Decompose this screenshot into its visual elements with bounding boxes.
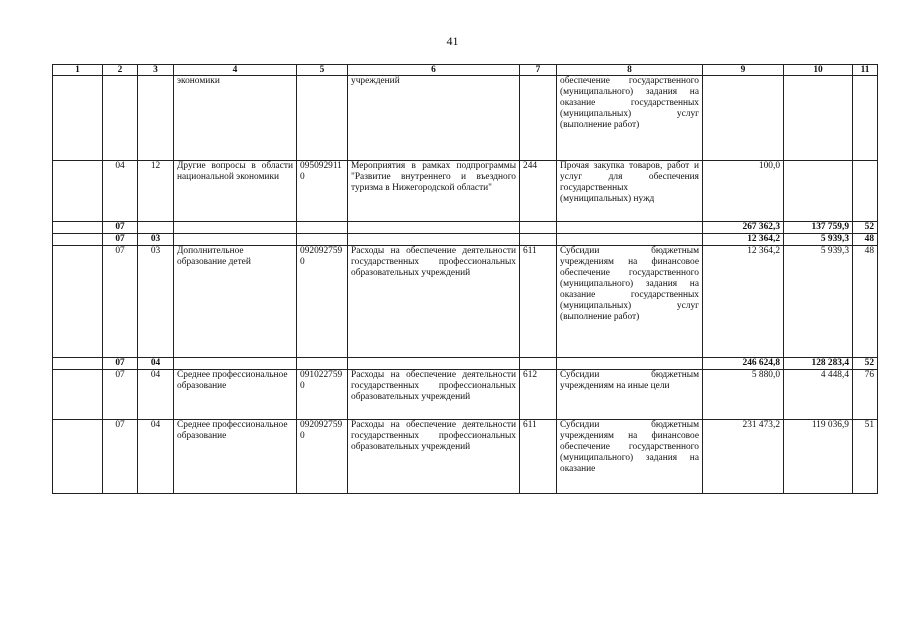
cell-col1 <box>53 222 103 234</box>
cell-subsection <box>138 76 174 161</box>
table-row <box>53 370 878 420</box>
cell-percent <box>853 161 878 222</box>
cell-expense-type: 611 <box>520 420 557 494</box>
cell-target-code <box>297 76 348 161</box>
cell-expense-name: Субсидии бюджетным учреждениям на финансовое обеспечение государственного (муниципального) задания на оказание <box>557 420 703 494</box>
cell-section: 07 <box>103 358 138 370</box>
column-header: 7 <box>520 65 557 76</box>
cell-plan: 231 473,2 <box>703 420 784 494</box>
subtotal-row <box>53 234 878 246</box>
table-row <box>53 420 878 494</box>
cell-expense-type: 244 <box>520 161 557 222</box>
cell-percent: 76 <box>853 370 878 420</box>
cell-col1 <box>53 420 103 494</box>
cell-name: Другие вопросы в области национальной экономики <box>174 161 297 222</box>
cell-description: Расходы на обеспечение деятельности государственных профессиональных образовательных учреждений <box>348 246 520 358</box>
cell-subsection <box>138 222 174 234</box>
cell-subsection: 12 <box>138 161 174 222</box>
cell-expense-name <box>557 222 703 234</box>
cell-section <box>103 76 138 161</box>
cell-subsection: 04 <box>138 420 174 494</box>
cell-target-code: 0920927590 <box>297 246 348 358</box>
cell-actual: 5 939,3 <box>784 246 853 358</box>
column-header: 11 <box>853 65 878 76</box>
cell-subsection: 03 <box>138 234 174 246</box>
cell-name: Дополнительное образование детей <box>174 246 297 358</box>
cell-subsection: 03 <box>138 246 174 358</box>
cell-description <box>348 358 520 370</box>
cell-expense-name: Субсидии бюджетным учреждениям на финансовое обеспечение государственного (муниципального) задания на оказание государственных (муниципальных) услуг (выполнение работ) <box>557 246 703 358</box>
cell-expense-name <box>557 234 703 246</box>
cell-col1 <box>53 370 103 420</box>
cell-target-code <box>297 358 348 370</box>
cell-description <box>348 222 520 234</box>
cell-col1 <box>53 161 103 222</box>
column-header: 3 <box>138 65 174 76</box>
budget-table <box>52 64 878 494</box>
cell-actual: 119 036,9 <box>784 420 853 494</box>
cell-plan: 100,0 <box>703 161 784 222</box>
header-row <box>53 65 878 76</box>
cell-actual: 5 939,3 <box>784 234 853 246</box>
cell-name <box>174 222 297 234</box>
cell-col1 <box>53 358 103 370</box>
cell-description: Расходы на обеспечение деятельности государственных профессиональных образовательных учреждений <box>348 420 520 494</box>
cell-subsection: 04 <box>138 370 174 420</box>
cell-plan: 267 362,3 <box>703 222 784 234</box>
subtotal-row <box>53 222 878 234</box>
cell-col1 <box>53 76 103 161</box>
column-header: 6 <box>348 65 520 76</box>
cell-name: Среднее профессиональное образование <box>174 370 297 420</box>
cell-expense-name: обеспечение государственного (муниципального) задания на оказание государственных (муниципальных) услуг (выполнение работ) <box>557 76 703 161</box>
cell-description: Мероприятия в рамках подпрограммы "Развитие внутреннего и въездного туризма в Нижегородской области" <box>348 161 520 222</box>
page-number: 41 <box>446 34 459 48</box>
cell-plan: 246 624,8 <box>703 358 784 370</box>
cell-expense-type: 611 <box>520 246 557 358</box>
cell-actual: 137 759,9 <box>784 222 853 234</box>
cell-description: учреждений <box>348 76 520 161</box>
cell-expense-type <box>520 222 557 234</box>
cell-percent: 48 <box>853 234 878 246</box>
cell-target-code: 0950929110 <box>297 161 348 222</box>
column-header: 2 <box>103 65 138 76</box>
cell-expense-type <box>520 76 557 161</box>
cell-section: 07 <box>103 370 138 420</box>
column-header: 10 <box>784 65 853 76</box>
cell-section: 07 <box>103 420 138 494</box>
column-header: 8 <box>557 65 703 76</box>
cell-target-code <box>297 234 348 246</box>
cell-target-code: 0910227590 <box>297 370 348 420</box>
cell-col1 <box>53 234 103 246</box>
subtotal-row <box>53 358 878 370</box>
table-row <box>53 161 878 222</box>
cell-expense-type <box>520 234 557 246</box>
cell-description <box>348 234 520 246</box>
cell-expense-name: Субсидии бюджетным учреждениям на иные цели <box>557 370 703 420</box>
cell-actual <box>784 76 853 161</box>
table-row <box>53 76 878 161</box>
column-header: 5 <box>297 65 348 76</box>
cell-plan <box>703 76 784 161</box>
cell-name: экономики <box>174 76 297 161</box>
cell-description: Расходы на обеспечение деятельности государственных профессиональных образовательных учреждений <box>348 370 520 420</box>
column-header: 9 <box>703 65 784 76</box>
cell-actual: 128 283,4 <box>784 358 853 370</box>
cell-section: 07 <box>103 246 138 358</box>
cell-expense-type <box>520 358 557 370</box>
cell-percent: 52 <box>853 358 878 370</box>
cell-actual <box>784 161 853 222</box>
cell-percent: 51 <box>853 420 878 494</box>
cell-target-code: 0920927590 <box>297 420 348 494</box>
cell-target-code <box>297 222 348 234</box>
cell-col1 <box>53 246 103 358</box>
cell-name <box>174 358 297 370</box>
cell-expense-name <box>557 358 703 370</box>
cell-percent <box>853 76 878 161</box>
cell-percent: 52 <box>853 222 878 234</box>
column-header: 4 <box>174 65 297 76</box>
cell-section: 07 <box>103 234 138 246</box>
cell-subsection: 04 <box>138 358 174 370</box>
cell-name <box>174 234 297 246</box>
cell-plan: 12 364,2 <box>703 246 784 358</box>
cell-actual: 4 448,4 <box>784 370 853 420</box>
cell-percent: 48 <box>853 246 878 358</box>
cell-plan: 12 364,2 <box>703 234 784 246</box>
cell-expense-name: Прочая закупка товаров, работ и услуг для обеспечения государственных (муниципальных) нужд <box>557 161 703 222</box>
cell-section: 07 <box>103 222 138 234</box>
column-header: 1 <box>53 65 103 76</box>
table-row <box>53 246 878 358</box>
cell-section: 04 <box>103 161 138 222</box>
cell-plan: 5 880,0 <box>703 370 784 420</box>
cell-expense-type: 612 <box>520 370 557 420</box>
cell-name: Среднее профессиональное образование <box>174 420 297 494</box>
